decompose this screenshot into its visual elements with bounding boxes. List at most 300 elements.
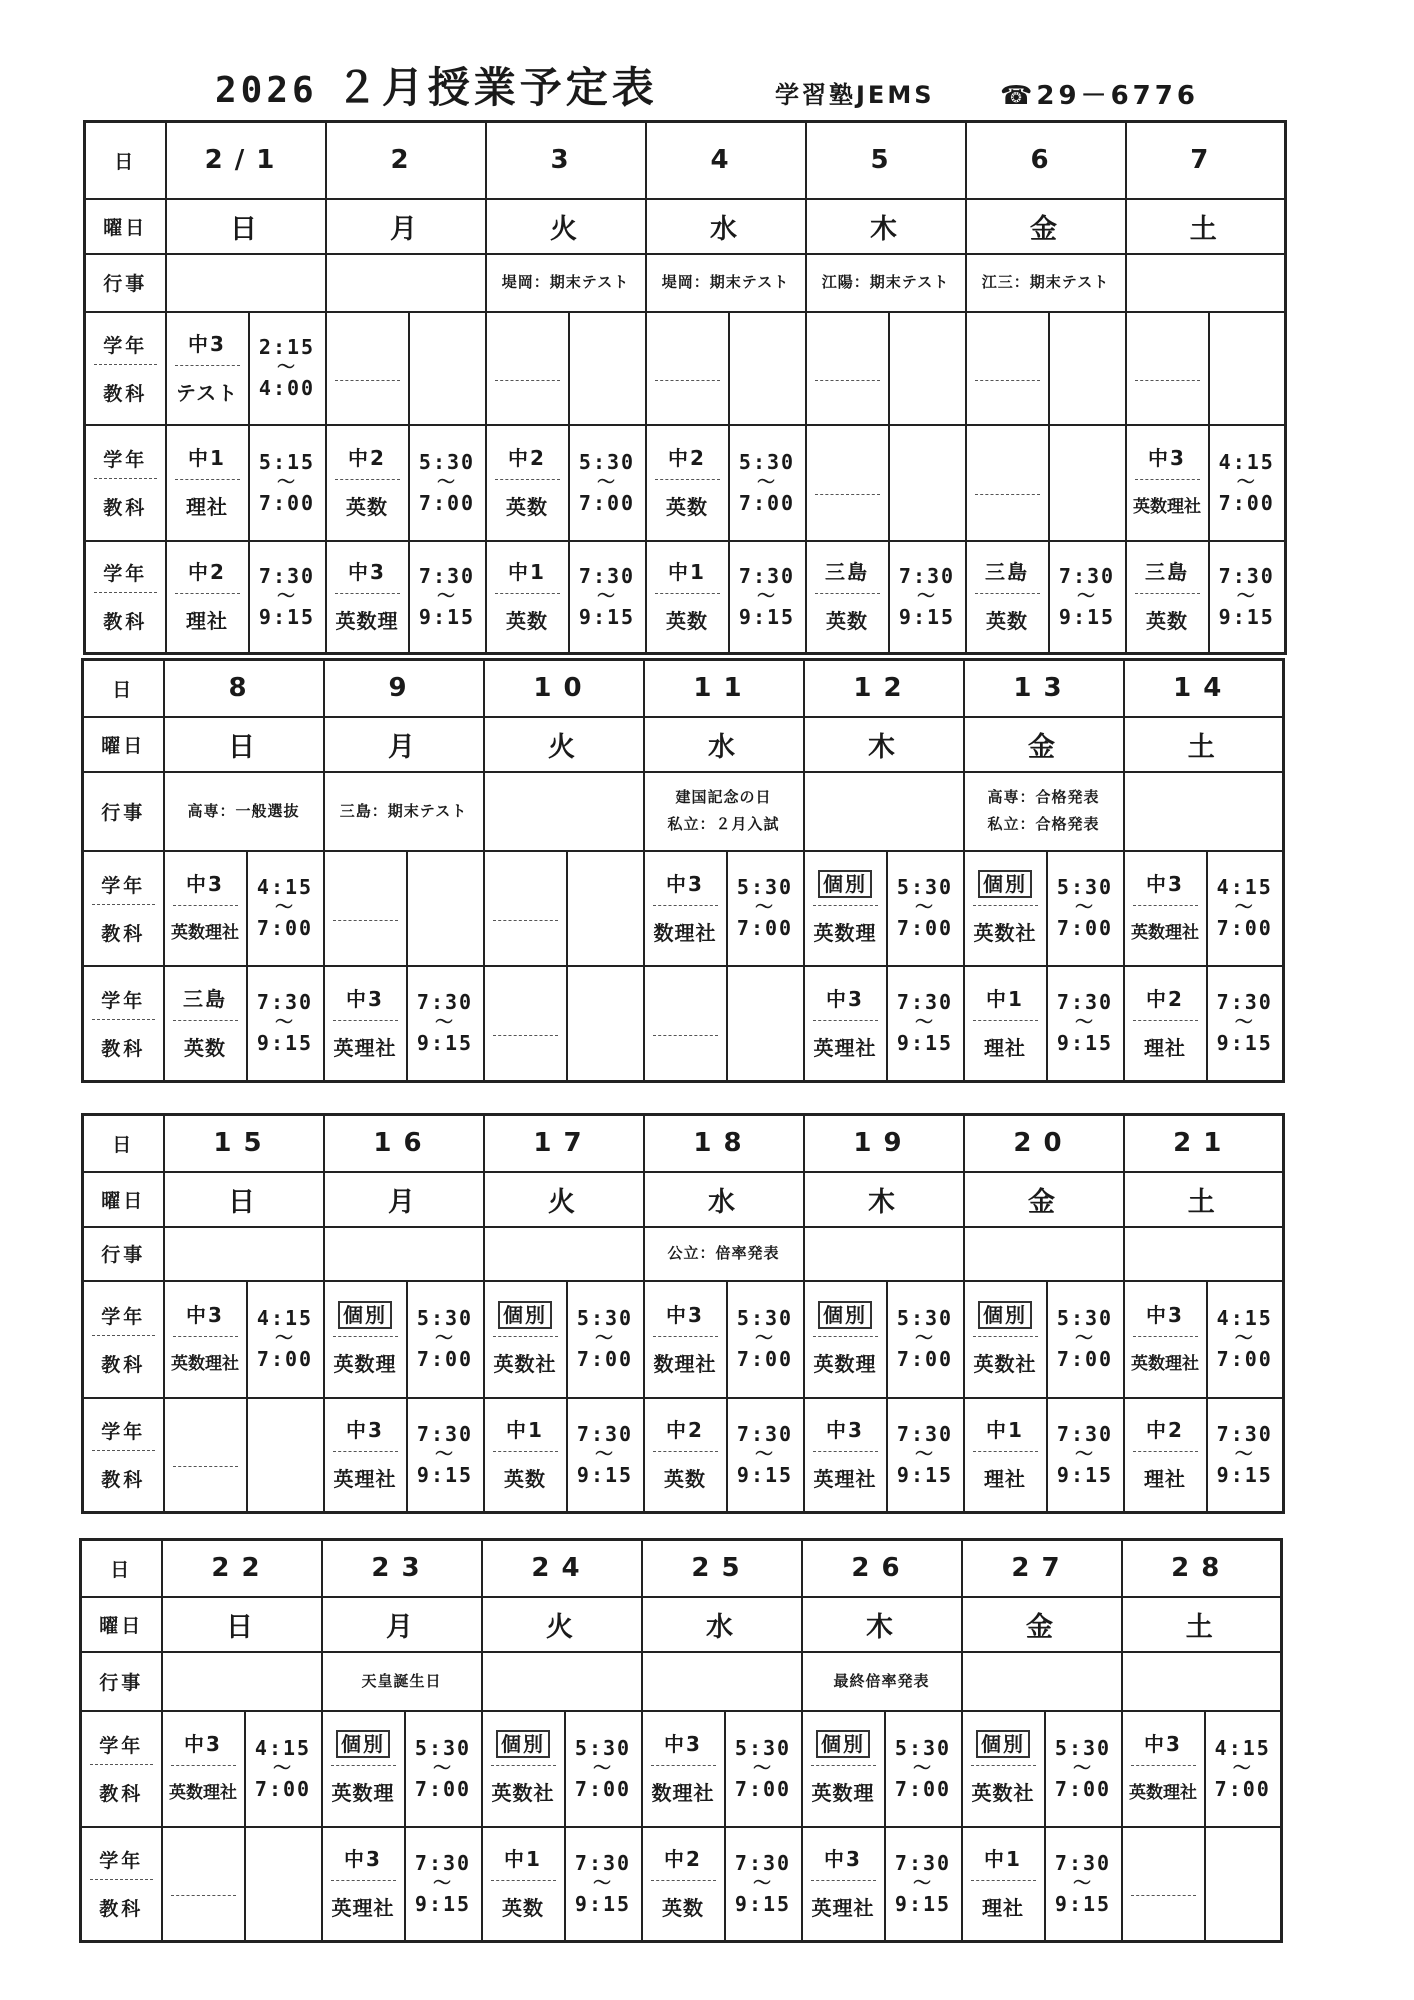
event-cell [644,772,804,851]
class-grade [655,557,720,594]
event-cell [644,1227,804,1281]
start-time: 7:30 [1058,563,1116,588]
start-time: 7:30 [258,563,316,588]
grade-text: 中3 [344,1847,382,1872]
weekday-cell [966,199,1126,254]
date-cell [484,1115,644,1172]
time-cell [885,1711,962,1827]
time-cell [1049,312,1126,425]
start-time: 4:15 [1218,449,1275,474]
grade-text: 中3 [826,986,864,1011]
grade-text: 三島 [183,986,227,1011]
date-number: 15 [213,1128,274,1159]
time-cell [1207,1281,1284,1398]
date-cell [324,660,484,717]
event-label-cell [81,1652,162,1711]
grade-text: 中3 [666,871,704,896]
tilde: ～ [435,1012,455,1034]
class-cell [804,966,887,1082]
class-subject: 英数社 [973,1351,1037,1376]
class-subject: 英数 [666,609,708,634]
start-time: 5:30 [896,1306,954,1330]
class-cell [804,1398,887,1513]
week-table [79,1538,1283,1943]
slot-label-cell [85,541,166,654]
start-time: 5:30 [1056,1306,1114,1330]
date-cell [1124,1115,1284,1172]
date-cell [642,1540,802,1597]
time-cell [407,1281,484,1398]
class-subject: 理社 [1144,1467,1186,1492]
weekday: 火 [548,1186,579,1218]
start-time: 7:30 [1216,990,1273,1015]
grade-text: 中2 [188,560,226,585]
class-grade [493,999,558,1036]
date-cell [486,122,646,199]
grade-text: 中2 [1146,986,1184,1011]
class-grade [653,1415,718,1452]
end-time: 7:00 [256,916,314,940]
slot-row [85,312,1286,425]
tilde: ～ [1234,897,1255,918]
tilde: ～ [757,585,777,607]
event-cell [166,254,326,312]
class-cell [324,1281,407,1398]
tilde: ～ [915,897,935,918]
class-grade [173,869,238,906]
class-grade [175,329,240,366]
time-cell [247,1281,324,1398]
weekday-cell [482,1597,642,1652]
time-cell [887,851,964,966]
date-number: 23 [371,1553,432,1584]
class-grade [175,557,240,594]
grade-text: 中1 [504,1847,542,1872]
end-time: 7:00 [416,1347,474,1371]
class-grade [813,1415,878,1452]
date-cell [322,1540,482,1597]
weekday-cell [164,717,324,772]
date-number: 6 [1030,145,1061,176]
class-grade [971,1729,1036,1766]
end-time: 9:15 [416,1031,474,1056]
class-subject: 英理社 [813,1467,877,1492]
time-cell [1049,425,1126,541]
title-text: ２月授業予定表 [335,63,658,112]
tilde: ～ [275,1012,295,1034]
time-cell [887,1281,964,1398]
start-time: 2:15 [258,335,316,359]
grade-label: 学年 [90,1731,153,1765]
start-time: 4:15 [1214,1735,1271,1760]
subject-label: 教科 [99,1898,144,1921]
time-cell [1205,1827,1282,1942]
class-subject: 英数理社 [1133,497,1201,517]
event-label-cell [83,772,164,851]
event-text: 建国記念の日 [675,788,772,806]
time-cell [1209,425,1286,541]
date-cell [802,1540,962,1597]
day-label: 日 [110,1558,133,1581]
end-time: 9:15 [898,604,956,629]
class-cell [164,966,247,1082]
class-cell [1126,541,1209,654]
time-cell [247,851,324,966]
class-grade [811,1729,876,1766]
time-cell [565,1827,642,1942]
event-text: 高専：一般選抜 [187,801,300,820]
day-label: 日 [112,1133,135,1156]
tilde: ～ [275,1328,295,1349]
date-row [81,1540,1282,1597]
tilde: ～ [597,585,617,607]
event-cell [962,1652,1122,1711]
time-cell [1207,851,1284,966]
time-cell [407,1398,484,1513]
class-grade [491,1729,556,1766]
tilde: ～ [1077,585,1097,607]
start-time: 5:30 [738,449,796,474]
class-subject: 英数理社 [1131,922,1199,943]
class-cell [164,1281,247,1398]
start-time: 5:30 [736,875,794,899]
start-time: 4:15 [254,1735,312,1760]
class-cell [806,425,889,541]
weekday-cell [164,1172,324,1227]
start-time: 7:30 [574,1850,632,1875]
event-text: 天皇誕生日 [361,1671,442,1690]
weekday-row [83,717,1284,772]
class-subject: 数理社 [653,920,717,945]
grade-text: 中3 [824,1847,862,1872]
grade-label: 学年 [92,986,155,1020]
class-subject: 英数理 [813,1351,877,1376]
tilde: ～ [1236,471,1257,493]
end-time: 9:15 [418,604,476,629]
end-time: 9:15 [256,1031,314,1056]
grade-text: 中1 [506,1418,544,1443]
class-cell [964,1398,1047,1513]
end-time: 9:15 [1054,1891,1112,1916]
date-number: 28 [1171,1553,1232,1584]
start-time: 7:30 [576,1421,634,1446]
weekday-cell [162,1597,322,1652]
grade-text: 中3 [346,986,384,1011]
tilde: ～ [915,1328,935,1349]
class-cell [962,1827,1045,1942]
event-text: 公立：倍率発表 [667,1244,780,1262]
class-cell [164,851,247,966]
date-cell [484,660,644,717]
time-cell [1045,1711,1122,1827]
class-cell [484,851,567,966]
event-text: 堤岡：期末テスト [661,273,790,291]
time-cell [889,312,966,425]
weekday: 日 [228,731,259,763]
class-grade [811,1844,876,1881]
class-grade [813,1300,878,1337]
time-cell [565,1711,642,1827]
end-time: 9:15 [578,604,636,629]
class-cell [1124,966,1207,1082]
date-number: 9 [388,673,419,704]
tilde: ～ [435,1328,455,1349]
weekday-label-cell [85,199,166,254]
class-grade [655,344,720,381]
weekday: 木 [866,1611,897,1643]
class-subject: 英数 [502,1896,544,1921]
class-subject: 英数理 [331,1781,395,1805]
date-number: 4 [710,145,741,176]
event-cell [964,772,1124,851]
day-label: 日 [114,150,137,173]
grade-text: 中3 [186,1302,224,1327]
end-time: 9:15 [738,604,796,629]
tilde: ～ [753,1757,773,1779]
grade-text: 中1 [188,446,226,470]
grade-text: 中1 [508,560,546,585]
grade-text: 個別 [816,1730,870,1758]
class-cell [484,1398,567,1513]
class-cell [1126,312,1209,425]
date-cell [164,660,324,717]
class-cell [322,1711,405,1827]
class-grade [975,458,1040,495]
class-subject: 英数 [826,609,868,634]
class-cell [644,1281,727,1398]
tilde: ～ [437,585,457,607]
grade-text: 中3 [1146,1302,1184,1327]
tilde: ～ [597,471,617,493]
class-subject: 理社 [982,1896,1024,1921]
start-time: 7:30 [418,563,476,588]
event-text: 江陽：期末テスト [821,273,950,291]
class-subject: 英数理 [335,609,399,634]
class-grade [335,344,400,381]
end-time: 9:15 [416,1462,474,1487]
class-cell [482,1827,565,1942]
time-cell [249,312,326,425]
date-number: 26 [851,1553,912,1584]
class-grade [173,1430,238,1467]
weekday-cell [324,717,484,772]
tilde: ～ [917,585,937,607]
class-cell [1122,1711,1205,1827]
grade-text: 個別 [498,1301,552,1329]
date-cell [804,660,964,717]
time-cell [567,966,644,1082]
header [0,55,1414,115]
event-cell [806,254,966,312]
date-number: 18 [693,1128,754,1159]
class-cell [482,1711,565,1827]
class-grade [651,1844,716,1881]
weekday: 日 [226,1611,257,1643]
grade-text: 中1 [984,1847,1022,1872]
end-time: 9:15 [1058,604,1116,629]
slot-row [83,966,1284,1082]
class-subject: 英数理 [811,1781,875,1805]
weekday: 月 [386,1611,417,1643]
class-grade [495,443,560,480]
tilde: ～ [277,471,297,493]
event-row [83,1227,1284,1281]
event-row [83,772,1284,851]
end-time: 7:00 [1056,1347,1114,1371]
class-cell [324,851,407,966]
class-grade [1135,344,1200,381]
class-grade [331,1729,396,1766]
weekday: 金 [1028,1186,1059,1218]
class-grade [1133,984,1198,1021]
date-row [83,660,1284,717]
date-cell [324,1115,484,1172]
class-grade [1135,443,1200,480]
time-cell [1205,1711,1282,1827]
weekday-cell [1124,1172,1284,1227]
grade-text: 中3 [186,871,224,896]
weekday: 火 [550,213,581,245]
time-cell [247,1398,324,1513]
tilde: ～ [755,1443,775,1465]
end-time: 7:00 [736,1347,794,1371]
class-grade [173,984,238,1021]
time-cell [245,1711,322,1827]
event-text: 最終倍率発表 [833,1671,930,1690]
class-cell [642,1827,725,1942]
weekday-label: 曜日 [101,734,146,757]
class-subject: 理社 [1144,1035,1186,1060]
class-grade [335,557,400,594]
class-cell [804,851,887,966]
time-cell [727,851,804,966]
grade-text: 中3 [346,1418,384,1443]
class-grade [1131,1859,1196,1896]
tilde: ～ [435,1443,455,1465]
class-cell [966,312,1049,425]
weekday: 水 [708,731,739,763]
class-cell [486,541,569,654]
class-cell [484,1281,567,1398]
weekday-cell [962,1597,1122,1652]
subject-label: 教科 [103,382,148,405]
class-grade [173,1300,238,1337]
subject-label: 教科 [101,1469,146,1492]
class-grade [335,443,400,480]
event-cell [642,1652,802,1711]
class-subject: 英数 [662,1896,704,1921]
date-number: 8 [228,673,259,704]
event-text: 三島：期末テスト [339,801,468,820]
grade-text: 中2 [508,446,546,470]
time-cell [1047,966,1124,1082]
class-grade [175,443,240,480]
start-time: 5:30 [734,1735,792,1760]
tilde: ～ [593,1757,613,1779]
start-time: 7:30 [894,1850,952,1875]
weekday-cell [804,717,964,772]
class-subject: 理社 [984,1035,1026,1060]
end-time: 7:00 [894,1776,952,1801]
end-time: 9:15 [736,1462,794,1487]
grade-text: 個別 [976,1730,1030,1758]
class-cell [966,541,1049,654]
event-label-cell [85,254,166,312]
time-cell [1047,1398,1124,1513]
class-subject: 英数理社 [171,922,239,943]
grade-label: 学年 [94,445,157,479]
page-title [215,55,658,115]
event-cell [966,254,1126,312]
class-cell [802,1827,885,1942]
weekday: 木 [868,731,899,763]
tilde: ～ [1075,897,1095,918]
weekday: 火 [548,731,579,763]
end-time: 7:00 [734,1776,792,1801]
class-subject: 英数社 [971,1781,1035,1805]
start-time: 7:30 [896,1421,954,1446]
time-cell [409,425,486,541]
class-cell [484,966,567,1082]
date-cell [804,1115,964,1172]
time-cell [567,1398,644,1513]
weekday-cell [964,1172,1124,1227]
date-row [83,1115,1284,1172]
time-cell [249,425,326,541]
date-number: 17 [533,1128,594,1159]
class-cell [646,425,729,541]
event-cell [324,1227,484,1281]
event-label: 行事 [101,1244,146,1266]
tilde: ～ [275,897,295,918]
slot-label-cell [85,312,166,425]
tilde: ～ [273,1757,293,1779]
date-cell [646,122,806,199]
end-time: 9:15 [1218,604,1275,629]
grade-text: 中1 [986,986,1024,1011]
date-cell [326,122,486,199]
grade-text: 個別 [336,1730,390,1758]
slot-row [81,1711,1282,1827]
end-time: 7:00 [896,916,954,940]
class-grade [493,1415,558,1452]
date-cell [644,1115,804,1172]
tilde: ～ [913,1872,933,1894]
class-cell [802,1711,885,1827]
end-time: 9:15 [1056,1462,1114,1487]
grade-label: 学年 [94,331,157,365]
time-cell [409,541,486,654]
weekday-cell [322,1597,482,1652]
slot-label-cell [83,966,164,1082]
class-subject: 英数 [664,1467,706,1492]
grade-label: 学年 [92,1417,155,1451]
date-number: 19 [853,1128,914,1159]
date-number: 21 [1173,1128,1234,1159]
class-grade [973,1415,1038,1452]
class-cell [486,425,569,541]
date-number: 20 [1013,1128,1074,1159]
class-grade [815,458,880,495]
event-text: 堤岡：期末テスト [501,273,630,291]
start-time: 5:30 [574,1735,632,1760]
event-cell [324,772,484,851]
time-cell [1207,1398,1284,1513]
event-cell [486,254,646,312]
start-time: 7:30 [578,563,636,588]
event-cell [484,772,644,851]
day-label-cell [83,1115,164,1172]
